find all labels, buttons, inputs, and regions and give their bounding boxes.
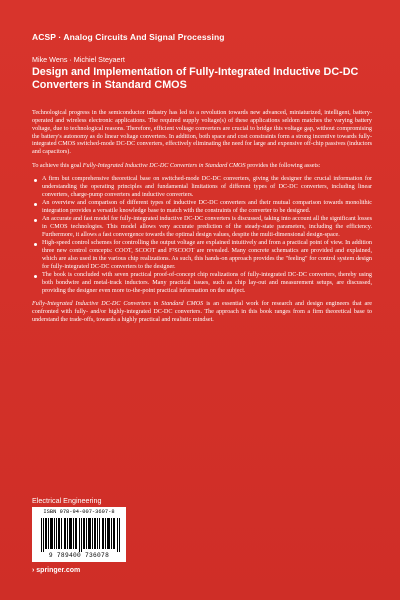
- list-item: The book is concluded with seven practical proof-of-concept chip realizations of fully-integrated DC-DC converters, thereby using both bondwire and metal-track inductors. Many practical issues, such as chip lay-out and measurement setups, are discussed, providing the designer even more to-the-point practical information on the subject.: [32, 272, 372, 296]
- closing-paragraph: [32, 301, 372, 325]
- list-item: High-speed control schemes for controlling the output voltage are explained intuitively and from a practical point of view. In addition three new control concepts: COOT, SCOOT and F²SCOOT are revealed. Many concrete schematics are provided and explained, which are also used in the various chip realizations. As such, this hands-on approach provides the "feeling" for control system design for fully-integrated DC-DC converters to the designer.: [32, 240, 372, 271]
- series-name: ACSP · Analog Circuits And Signal Processing: [32, 32, 225, 42]
- authors: Mike Wens · Michiel Steyaert: [32, 55, 125, 64]
- subject-category: Electrical Engineering: [32, 496, 102, 505]
- isbn-text: ISBN 978-94-007-3607-8: [43, 509, 115, 515]
- barcode-box: [32, 507, 126, 562]
- list-item: An accurate and fast model for fully-integrated inductive DC-DC converters is discussed, taking into account all the significant losses in CMOS technologies. This model allows very accurate prediction of the steady-state parameters, including the efficiency. Furthermore, it allows a fast convergence towards the optimal design values, despite the multi-dimensional design-space.: [32, 216, 372, 240]
- list-item: An overview and comparison of different types of inductive DC-DC converters and their mutual comparison towards monolithic integration provides a versatile knowledge base to match with the constraints of the converter to be designed.: [32, 200, 372, 216]
- barcode-icon: [41, 518, 121, 552]
- barcode-digits: 9 789400 736078: [48, 552, 110, 559]
- assets-list: [32, 176, 372, 296]
- blurb: [32, 110, 372, 330]
- intro-paragraph: Technological progress in the semiconductor industry has led to a revolution towards new advanced, miniaturized, intelligent, battery-operated and wireless electronic applications. The required supply voltage(s) of these applications seldom matches the varying battery voltage, due to technological reasons. Therefore, efficient voltage converters are crucial to bridge this voltage gap, without compromising the battery's autonomy as do linear voltage converters. In addition, both space and cost constraints form a strong incentive towards fully-integrated CMOS switched-mode DC-DC converters, effectively eliminating the need for large and expensive off-chip passives (inductors and capacitors).: [32, 110, 372, 156]
- goal-paragraph: [32, 163, 372, 171]
- goal-suffix: provides the following assets:: [247, 162, 321, 169]
- closing-book-title: Fully-Integrated Inductive DC-DC Converters in Standard CMOS: [32, 301, 204, 308]
- goal-prefix: To achieve this goal: [32, 162, 82, 169]
- publisher-website[interactable]: › springer.com: [32, 567, 81, 574]
- book-title: Design and Implementation of Fully-Integrated Inductive DC-DC Converters in Standard CMOS: [32, 66, 359, 91]
- list-item: A firm but comprehensive theoretical base on switched-mode DC-DC converters, giving the designer the crucial information for understanding the operating principles and fundamental limitations of different types of DC-DC converters, including linear converters, charge-pump converters and inductive converters.: [32, 176, 372, 200]
- closing-text: is an essential work for research and design engineers that are confronted with fully- and/or highly-integrated DC-DC converters. The approach in this book ranges from a firm theoretical base to understand the trade-offs, towards a highly practical and realistic mindset.: [32, 301, 372, 323]
- goal-book-title: Fully-Integrated Inductive DC-DC Converters in Standard CMOS: [82, 162, 246, 169]
